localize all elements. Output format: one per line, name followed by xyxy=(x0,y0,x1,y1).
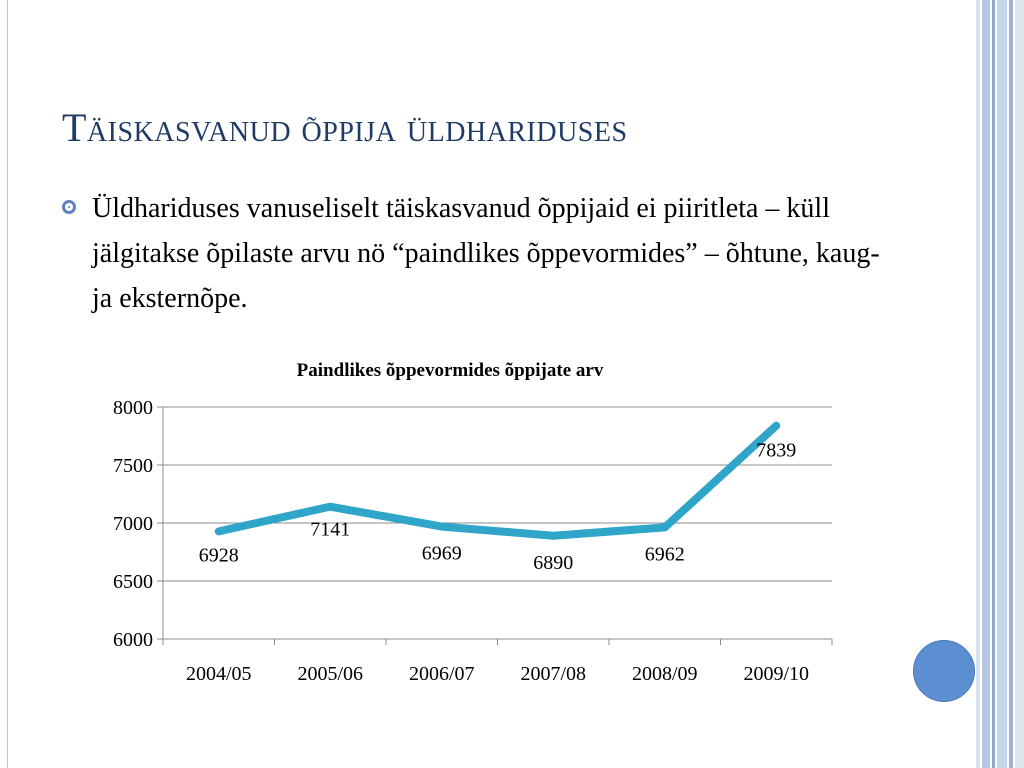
y-tick-label: 6500 xyxy=(113,571,153,593)
x-tick-label: 2006/07 xyxy=(408,663,475,685)
y-tick-label: 7500 xyxy=(113,455,153,477)
chart-title: Paindlikes õppevormides õppijate arv xyxy=(296,360,604,381)
data-label: 6962 xyxy=(644,543,685,566)
y-tick-label: 6000 xyxy=(113,629,153,651)
y-tick-label: 8000 xyxy=(113,397,153,419)
x-tick-label: 2009/10 xyxy=(743,663,810,685)
data-label: 7839 xyxy=(756,439,797,462)
x-tick-label: 2007/08 xyxy=(520,663,587,685)
line-chart xyxy=(60,352,860,702)
left-frame-border xyxy=(0,0,8,768)
x-tick-label: 2004/05 xyxy=(185,663,252,685)
data-label: 6890 xyxy=(533,551,574,574)
x-tick-label: 2008/09 xyxy=(631,663,698,685)
slide-title: Täiskasvanud õppija üldhariduses xyxy=(62,105,628,150)
bullet-text: Üldhariduses vanuseliselt täiskasvanud õppijaid ei piiritleta – küll jälgitakse õpilaste arvu nö “paindlikes õppevormides” – õhtune, kaug- ja eksternõpe. xyxy=(92,193,880,314)
x-tick-label: 2005/06 xyxy=(297,663,364,685)
data-label: 6969 xyxy=(421,542,462,565)
decorative-circle xyxy=(913,640,975,702)
data-label: 7141 xyxy=(310,518,351,541)
right-decorative-stripes xyxy=(976,0,1024,768)
series-line xyxy=(219,426,777,536)
data-label: 6928 xyxy=(198,544,239,567)
y-tick-label: 7000 xyxy=(113,513,153,535)
bullet-circle-icon xyxy=(62,200,76,214)
